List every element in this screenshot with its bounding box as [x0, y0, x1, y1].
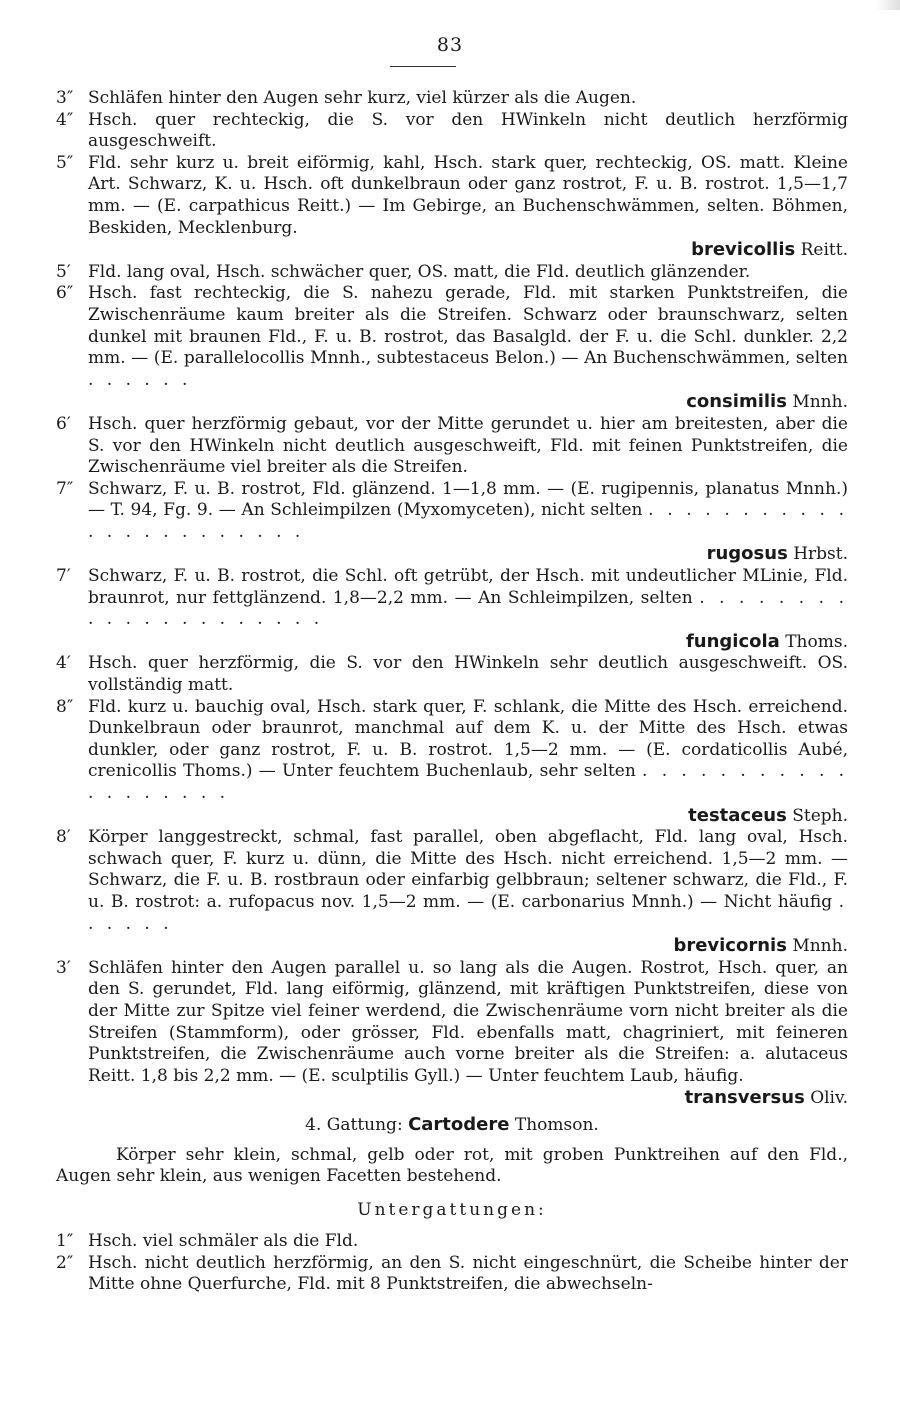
- couplet-description: Schwarz, F. u. B. rostrot, die Schl. oft getrübt, der Hsch. mit undeutlicher MLinie, Fld. braunrot, nur fettglänzend. 1,8—2,2 mm. — An Schleimpilzen, selten: [88, 566, 848, 608]
- subgenera-heading: Untergattungen:: [357, 1199, 547, 1220]
- couplet-description: Fld. sehr kurz u. breit eiförmig, kahl, Hsch. stark quer, rechteckig, OS. matt. Kleine Art. Schwarz, K. u. Hsch. oft dunkelbraun oder ganz rostrot, F. u. B. rostrot. 1,5—1,7 mm. — (E. carpathicus Reitt.) — Im Gebirge, an Buchenschwämmen, selten. Böhmen, Beskiden, Mecklenburg.: [88, 152, 848, 238]
- couplet-number: 7″: [56, 478, 74, 499]
- couplet-description: Schläfen hinter den Augen sehr kurz, viel kürzer als die Augen.: [88, 88, 637, 108]
- couplet-description: Schläfen hinter den Augen parallel u. so lang als die Augen. Rostrot, Hsch. quer, an den S. gerundet, Fld. lang eiförmig, glänzend, mit kräftigen Punktstreifen, diese von der Mitte zur Spitze viel feiner werdend, die Zwischenräume vorn nicht breiter als die Streifen (Stammform), oder grösser, Fld. ebenfalls matt, chagriniert, mit feineren Punktstreifen, die Zwischenräume auch vorne breiter als die Streifen: a. alutaceus Reitt. 1,8 bis 2,2 mm. — (E. sculptilis Gyll.) — Unter feuchtem Laub, häufig.: [88, 957, 848, 1086]
- couplet-text: [88, 1231, 848, 1253]
- key-entry: [56, 110, 848, 153]
- page-number: 83: [436, 34, 464, 56]
- couplet-text: [88, 88, 848, 110]
- couplet-number: 3′: [56, 957, 71, 978]
- species-name: fungicola: [685, 630, 780, 652]
- couplet-description: Hsch. fast rechteckig, die S. nahezu gerade, Fld. mit starken Punktstreifen, die Zwischenräume kaum breiter als die Streifen. Schwarz oder braunschwarz, selten dunkel mit braunen Fld., F. u. B. rostrot, das Basalgld. der F. u. die Schl. dunkler. 2,2 mm. — (E. parallelocollis Mnnh., subtestaceus Belon.) — An Buchenschwämmen, selten: [88, 283, 848, 369]
- couplet-description: Hsch. nicht deutlich herzförmig, an den S. nicht eingeschnürt, die Scheibe hinter der Mitte ohne Querfurche, Fld. mit 8 Punktstreifen, die abwechseln-: [88, 1252, 848, 1295]
- species-name: brevicornis: [673, 935, 787, 957]
- species-author: Mnnh.: [792, 936, 848, 957]
- couplet-text: [88, 479, 848, 566]
- species-author: Reitt.: [800, 240, 848, 261]
- species-author: Thoms.: [785, 631, 848, 652]
- leader-dots: . . . . . . . . . . . . . . . . . . .: [88, 761, 849, 803]
- couplet-text: [88, 697, 848, 828]
- couplet-text: [88, 958, 848, 1110]
- species-name-line: [88, 805, 848, 828]
- species-author: Mnnh.: [792, 392, 848, 413]
- species-name: rugosus: [706, 543, 788, 565]
- species-name-line: [88, 1087, 848, 1110]
- key-entry: [56, 958, 848, 1110]
- species-name-line: [88, 543, 848, 566]
- couplet-text: [88, 1253, 848, 1296]
- couplet-description: Fld. kurz u. bauchig oval, Hsch. stark quer, F. schlank, die Mitte des Hsch. erreichend. Dunkelbraun oder braunrot, manchmal auf dem K. u. der Mitte des Hsch. etwas dunkler, oder ganz rostrot, F. u. B. rostrot. 1,5—2 mm. — (E. cordaticollis Aubé, crenicollis Thoms.) — Unter feuchtem Buchenlaub, sehr selten: [88, 696, 848, 782]
- key-entry: [56, 479, 848, 566]
- species-name-line: [88, 391, 848, 414]
- key-entry: [56, 566, 848, 653]
- couplet-text: [88, 414, 848, 479]
- species-name: consimilis: [686, 391, 787, 413]
- couplet-description: Schwarz, F. u. B. rostrot, Fld. glänzend. 1—1,8 mm. — (E. rugipennis, planatus Mnnh.) — T. 94, Fg. 9. — An Schleimpilzen (Myxomyceten), nicht selten: [88, 478, 848, 521]
- couplet-text: [88, 283, 848, 414]
- couplet-number: 1″: [56, 1231, 74, 1252]
- species-name: testaceus: [688, 804, 787, 826]
- species-author: Oliv.: [810, 1088, 848, 1109]
- couplet-text: [88, 262, 848, 284]
- key-entry: [56, 153, 848, 262]
- leader-dots: . . . . . .: [88, 369, 192, 390]
- couplet-number: 4″: [56, 109, 74, 130]
- couplet-text: [88, 566, 848, 653]
- couplet-number: 3″: [56, 88, 74, 108]
- genus-description: Körper sehr klein, schmal, gelb oder rot, mit groben Punktreihen auf den Fld., Augen sehr klein, aus wenigen Facetten bestehend.: [56, 1144, 848, 1187]
- couplet-number: 8″: [56, 696, 74, 717]
- key-entry: [56, 827, 848, 958]
- couplet-number: 5′: [56, 261, 71, 282]
- leader-dots: . . . . . .: [88, 891, 848, 934]
- key-entry: [56, 262, 848, 284]
- couplet-number: 8′: [56, 827, 71, 848]
- species-author: Steph.: [792, 805, 848, 826]
- species-name-line: [88, 631, 848, 654]
- couplet-text: [88, 110, 848, 153]
- genus-author: Thomson.: [514, 1114, 599, 1135]
- key-entry: [56, 283, 848, 414]
- couplet-number: 6′: [56, 413, 71, 434]
- genus-name: Cartodere: [408, 1113, 510, 1135]
- species-name: brevicollis: [691, 239, 796, 261]
- key-entry: [56, 697, 848, 828]
- couplet-number: 7′: [56, 566, 71, 587]
- couplet-number: 4′: [56, 653, 71, 674]
- couplet-description: Fld. lang oval, Hsch. schwächer quer, OS. matt, die Fld. deutlich glänzender.: [88, 261, 751, 282]
- couplet-text: [88, 827, 848, 958]
- scan-edge-mark: [876, 0, 900, 10]
- genus-heading: [56, 1114, 848, 1137]
- couplet-description: Hsch. viel schmäler als die Fld.: [88, 1231, 359, 1252]
- key-entry: [56, 414, 848, 479]
- key-text: [56, 88, 848, 1296]
- species-name-line: [88, 239, 848, 262]
- key-entry: [56, 88, 848, 110]
- genus-prefix: 4. Gattung:: [305, 1114, 403, 1135]
- species-name-line: [88, 935, 848, 958]
- key-entry: [56, 653, 848, 696]
- key-entry: [56, 1231, 848, 1253]
- couplet-description: Körper langgestreckt, schmal, fast parallel, oben abgeflacht, Fld. lang oval, Hsch. schwach quer, F. kurz u. dünn, die Mitte des Hsch. nicht erreichend. 1,5—2 mm. — Schwarz, die F. u. B. rostbraun oder einfarbig gelbbraun; seltener schwarz, die Fld., F. u. B. rostrot: a. rufopacus nov. 1,5—2 mm. — (E. carbonarius Mnnh.) — Nicht häufig: [88, 827, 848, 912]
- key-entry: [56, 1253, 848, 1296]
- species-name: transversus: [684, 1087, 805, 1109]
- couplet-description: Hsch. quer herzförmig, die S. vor den HWinkeln sehr deutlich ausgeschweift. OS. vollständig matt.: [88, 653, 848, 696]
- couplet-number: 2″: [56, 1252, 74, 1273]
- header-rule: [390, 66, 456, 67]
- leader-dots: . . . . . . . . . . . . . . . . . . . . . . .: [88, 500, 849, 542]
- couplet-number: 5″: [56, 152, 74, 173]
- couplet-description: Hsch. quer herzförmig gebaut, vor der Mitte gerundet u. hier am breitesten, aber die S. vor den HWinkeln nicht deutlich ausgeschweift, Fld. mit feinen Punktstreifen, die Zwischenräume viel breiter als die Streifen.: [88, 413, 848, 478]
- couplet-text: [88, 653, 848, 696]
- couplet-text: [88, 153, 848, 262]
- leader-dots: . . . . . . . . . . . . . . . . . . . . .: [88, 587, 849, 630]
- couplet-description: Hsch. quer rechteckig, die S. vor den HWinkeln nicht deutlich herzförmig ausgeschweift.: [88, 109, 848, 152]
- species-author: Hrbst.: [793, 544, 848, 565]
- couplet-number: 6″: [56, 283, 74, 304]
